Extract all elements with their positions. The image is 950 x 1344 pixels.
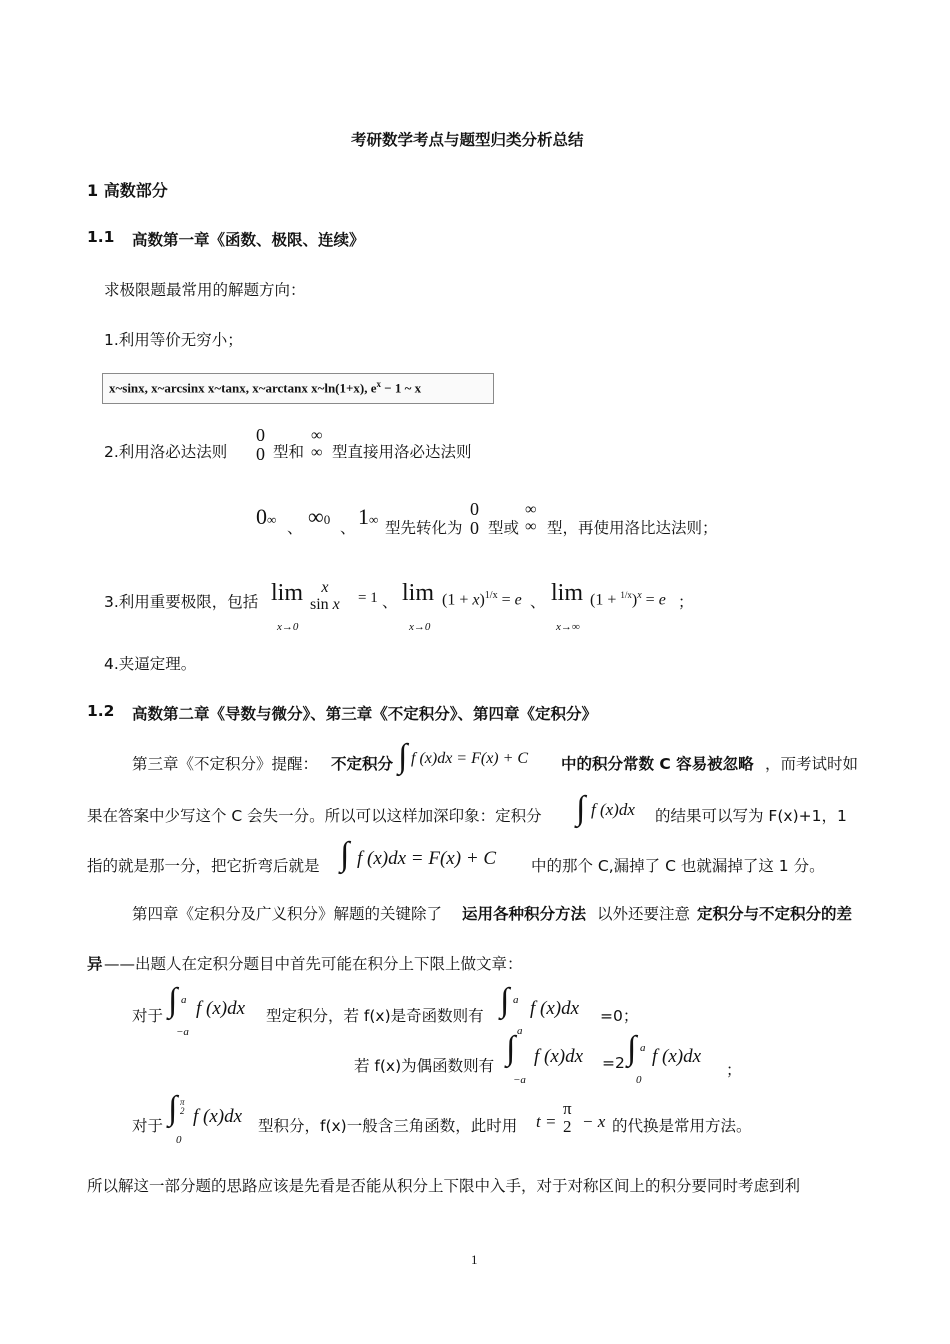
math-lim: lim	[551, 580, 584, 606]
math-integral: ∫	[627, 1030, 637, 1067]
text-span: 型或	[488, 519, 520, 537]
math-fraction: 0 0	[256, 425, 265, 464]
text-span: 型和	[273, 443, 305, 461]
paragraph-text: =0；	[600, 1007, 639, 1025]
formula-tail: − 1 ~ x	[381, 380, 422, 396]
math-expression: f (x)dx	[652, 1046, 702, 1067]
text-span: 、	[530, 593, 546, 611]
text-span: 型先转化为	[385, 519, 463, 537]
text-span: 、	[287, 519, 303, 537]
math-subscript: x→∞	[556, 621, 580, 633]
math-integral: ∫	[398, 738, 408, 775]
math-upper-limit: a	[181, 994, 187, 1006]
math-expression: 0∞	[256, 504, 277, 529]
math-expression: f (x)dx	[591, 800, 635, 819]
math-lim: lim	[402, 580, 435, 606]
math-fraction: ∞ ∞	[525, 501, 537, 535]
math-fraction: x sin x	[310, 579, 340, 613]
math-upper-limit: π 2	[180, 1097, 185, 1116]
math-expression: t =	[536, 1112, 557, 1131]
paragraph: 求极限题最常用的解题方向：	[104, 281, 306, 299]
list-item: 3.利用重要极限，包括	[104, 593, 259, 611]
text-span: 型直接用洛必达法则	[332, 443, 472, 461]
math-integral: ∫	[340, 836, 350, 873]
math-expression: = 1	[358, 590, 378, 606]
text-span: 、	[382, 593, 398, 611]
math-upper-limit: a	[517, 1025, 523, 1037]
math-integral: ∫	[168, 982, 178, 1019]
paragraph-text: 指的就是那一分，把它折弯后就是	[87, 857, 320, 875]
math-upper-limit: a	[640, 1042, 646, 1054]
math-lower-limit: −a	[176, 1026, 189, 1038]
list-item: 2.利用洛必达法则	[104, 443, 228, 461]
math-upper-limit: a	[513, 994, 519, 1006]
formula-image	[102, 373, 494, 404]
math-lower-limit: −a	[513, 1074, 526, 1086]
formula-exponent: x	[376, 379, 382, 389]
math-expression: − x	[582, 1112, 606, 1131]
math-expression: 1∞	[358, 504, 379, 529]
paragraph-text: =2	[602, 1054, 625, 1072]
math-integral: ∫	[506, 1030, 516, 1067]
math-integral: ∫	[500, 982, 510, 1019]
math-lower-limit: 0	[636, 1074, 642, 1086]
math-integral: ∫	[168, 1090, 178, 1127]
math-integral: ∫	[576, 790, 586, 827]
paragraph-text: 果在答案中少写这个 C 会失一分。所以可以这样加深印象：定积分	[87, 807, 542, 825]
section-heading: 1 高数部分	[87, 181, 168, 200]
subsection-title: 高数第二章《导数与微分》、第三章《不定积分》、第四章《定积分》	[132, 705, 598, 723]
paragraph-text: ；	[726, 1061, 742, 1079]
formula-text: x~sinx, x~arcsinx x~tanx, x~arctanx x~ln(1+x), e	[109, 380, 377, 396]
page-title: 考研数学考点与题型归类分析总结	[351, 131, 584, 149]
text-span: ；	[678, 593, 694, 611]
paragraph-text: 对于	[132, 1007, 164, 1025]
paragraph-bold: 异	[87, 955, 103, 973]
math-subscript: x→0	[409, 621, 431, 633]
list-item: 1.利用等价无穷小；	[104, 331, 243, 349]
math-fraction: π 2	[563, 1099, 572, 1136]
paragraph-text: 的代换是常用方法。	[612, 1117, 752, 1135]
math-subscript: x→0	[277, 621, 299, 633]
math-expression: ∞0	[308, 504, 331, 529]
text-span: 、	[340, 519, 356, 537]
math-expression: f (x)dx = F(x) + C	[411, 750, 529, 767]
paragraph-text: 第三章《不定积分》提醒：	[132, 755, 319, 773]
paragraph-text: 所以解这一部分题的思路应该是先看是否能从积分上下限中入手，对于对称区间上的积分要同时考虑到利	[87, 1177, 801, 1195]
list-item: 4.夹逼定理。	[104, 655, 197, 673]
paragraph-bold: 不定积分	[331, 755, 394, 773]
paragraph-text: 第四章《定积分及广义积分》解题的关键除了	[132, 905, 443, 923]
subsection-number: 1.1	[87, 228, 115, 246]
math-expression: f (x)dx	[530, 998, 580, 1019]
math-lim: lim	[271, 580, 304, 606]
math-expression: $(1 + x)^{1/x} = e$	[442, 590, 522, 609]
math-expression: f (x)dx	[193, 1106, 243, 1127]
math-fraction: 0 0	[470, 499, 479, 538]
paragraph-text: 对于	[132, 1117, 164, 1135]
paragraph-text: 若 f(x)为偶函数则有	[354, 1057, 495, 1075]
math-lower-limit: 0	[176, 1134, 182, 1146]
subsection-title: 高数第一章《函数、极限、连续》	[132, 231, 365, 249]
paragraph-text: 的结果可以写为 F(x)+1，1	[655, 807, 847, 825]
paragraph-text: 型定积分，若 f(x)是奇函数则有	[266, 1007, 484, 1025]
page-number: 1	[471, 1252, 478, 1267]
paragraph-text: 中的那个 C,漏掉了 C 也就漏掉了这 1 分。	[531, 857, 825, 875]
text-span: 型，再使用洛比达法则；	[547, 519, 718, 537]
math-expression: f (x)dx	[534, 1046, 584, 1067]
subsection-number: 1.2	[87, 702, 115, 720]
paragraph-text: 以外还要注意	[597, 905, 691, 923]
math-expression: f (x)dx	[196, 998, 246, 1019]
paragraph-bold: 定积分与不定积分的差	[697, 905, 853, 923]
paragraph-text: 型积分，f(x)一般含三角函数，此时用	[258, 1117, 518, 1135]
paragraph-bold: 中的积分常数 C 容易被忽略	[561, 755, 754, 773]
math-fraction: ∞ ∞	[311, 427, 323, 461]
math-expression: $(1 + ^{1/x})^x = e$	[590, 590, 666, 609]
paragraph-text: ——出题人在定积分题目中首先可能在积分上下限上做文章：	[104, 955, 523, 973]
math-expression: f (x)dx = F(x) + C	[357, 848, 497, 869]
paragraph-text: ，而考试时如	[765, 755, 859, 773]
paragraph-bold: 运用各种积分方法	[462, 905, 587, 923]
